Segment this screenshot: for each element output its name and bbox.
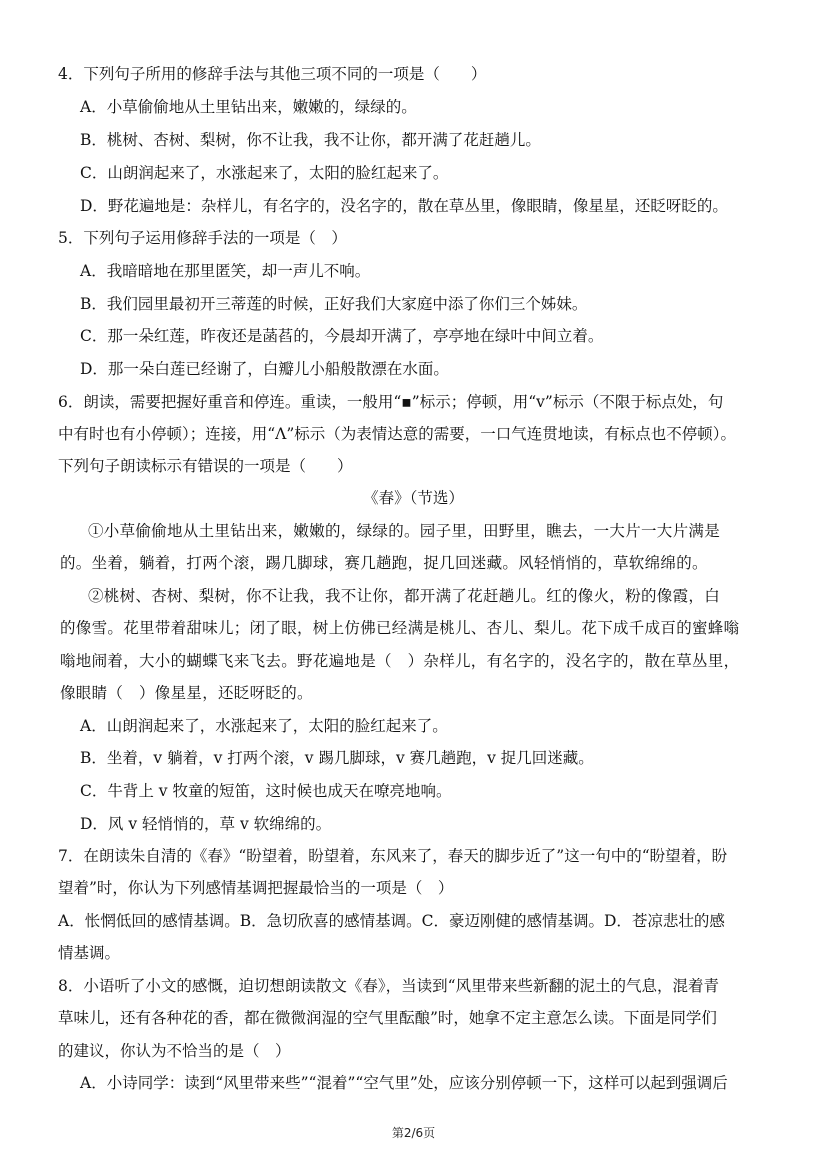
passage-p2-line3: 嗡地闹着，大小的蝴蝶飞来飞去。野花遍地是（ ）杂样儿，有名字的，没名字的，散在草丛里， [60, 652, 740, 670]
q6-option-b: B．坐着，v 躺着，v 打两个滚，v 踢几脚球，v 赛几趟跑，v 捉几回迷藏。 [80, 749, 594, 767]
passage-p2-line2: 的像雪。花里带着甜味儿；闭了眼，树上仿佛已经满是桃儿、杏儿、梨儿。花下成千成百的蜜蜂嗡 [60, 619, 740, 637]
passage-p2-line4: 像眼睛（ ）像星星，还眨呀眨的。 [60, 684, 313, 702]
q6-option-d: D．风 v 轻悄悄的，草 v 软绵绵的。 [80, 815, 332, 833]
q8-stem-line1: 8．小语听了小文的感慨，迫切想朗读散文《春》，当读到“风里带来些新翻的泥土的气息，混着青 [58, 977, 720, 995]
q5-option-a: A．我暗暗地在那里匿笑，却一声儿不响。 [80, 262, 371, 280]
q4-option-a: A．小草偷偷地从土里钻出来，嫩嫩的，绿绿的。 [80, 98, 417, 116]
q6-stem-line1: 6．朗读，需要把握好重音和停连。重读，一般用“▪”标示；停顿，用“v”标示（不限于标点处，句 [58, 393, 724, 411]
passage-p2-line1: ②桃树、杏树、梨树，你不让我，我不让你，都开满了花赶趟儿。红的像火，粉的像霞，白 [88, 587, 721, 605]
q7-stem-line2: 望着”时，你认为下列感情基调把握最恰当的一项是（ ） [58, 879, 454, 897]
q5-option-d: D．那一朵白莲已经谢了，白瓣儿小船般散漂在水面。 [80, 360, 449, 378]
q6-stem-line3: 下列句子朗读标示有错误的一项是（ ） [58, 457, 353, 475]
q5-option-b: B．我们园里最初开三蒂莲的时候，正好我们大家庭中添了你们三个姊妹。 [80, 295, 588, 313]
q7-options-line1: A．怅惘低回的感情基调。B．急切欣喜的感情基调。C．豪迈刚健的感情基调。D．苍凉悲壮的感 [58, 912, 725, 930]
passage-title: 《春》（节选） [363, 489, 464, 507]
q4-stem: 4．下列句子所用的修辞手法与其他三项不同的一项是（ ） [58, 65, 487, 83]
q8-stem-line2: 草味儿，还有各种花的香，都在微微润湿的空气里酝酿”时，她拿不定主意怎么读。下面是同学们 [58, 1009, 717, 1027]
q8-option-a: A．小诗同学：读到“风里带来些”“混着”“空气里”处，应该分别停顿一下，这样可以起到强调后 [80, 1074, 728, 1092]
q6-stem-line2: 中有时也有小停顿）；连接，用“Λ”标示（为表情达意的需要，一口气连贯地读，有标点也不停顿）。 [58, 425, 737, 443]
q5-stem: 5．下列句子运用修辞手法的一项是（ ） [58, 229, 347, 247]
q7-options-line2: 情基调。 [58, 944, 121, 962]
q4-option-c: C．山朗润起来了，水涨起来了，太阳的脸红起来了。 [80, 164, 449, 182]
q6-option-c: C．牛背上 v 牧童的短笛，这时候也成天在嘹亮地响。 [80, 782, 452, 800]
passage-p1-line1: ①小草偷偷地从土里钻出来，嫩嫩的，绿绿的。园子里，田野里，瞧去，一大片一大片满是 [88, 522, 721, 540]
q4-option-d: D．野花遍地是：杂样儿，有名字的，没名字的，散在草丛里，像眼睛，像星星，还眨呀眨的。 [80, 197, 728, 215]
q5-option-c: C．那一朵红莲，昨夜还是菡萏的，今晨却开满了，亭亭地在绿叶中间立着。 [80, 327, 604, 345]
passage-p1-line2: 的。坐着，躺着，打两个滚，踢几脚球，赛几趟跑，捉几回迷藏。风轻悄悄的，草软绵绵的。 [60, 554, 708, 572]
q4-option-b: B．桃树、杏树、梨树，你不让我，我不让你，都开满了花赶趟儿。 [80, 131, 541, 149]
page-number: 第2/6页 [391, 1126, 436, 1140]
q6-option-a: A．山朗润起来了，水涨起来了，太阳的脸红起来了。 [80, 717, 448, 735]
q7-stem-line1: 7．在朗读朱自清的《春》“盼望着，盼望着，东风来了，春天的脚步近了”这一句中的“盼望着，盼 [58, 847, 728, 865]
q8-stem-line3: 的建议，你认为不恰当的是（ ） [58, 1042, 291, 1060]
